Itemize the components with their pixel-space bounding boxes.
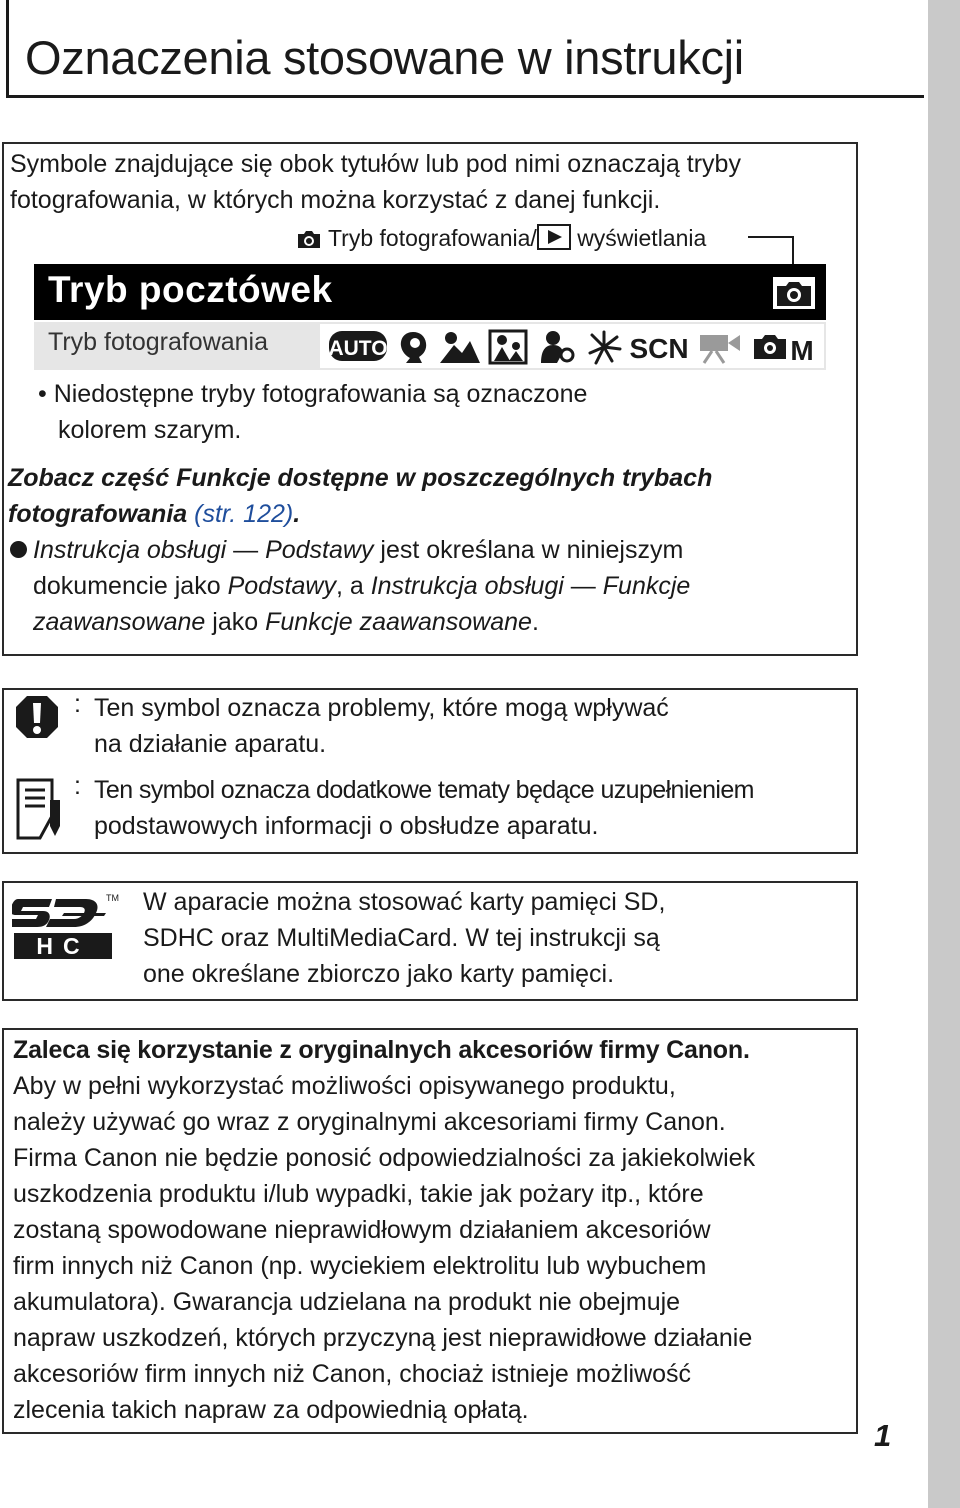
accessories-heading: Zaleca się korzystanie z oryginalnych akcesoriów firmy Canon.: [13, 1036, 750, 1064]
caution-icon: [14, 694, 60, 740]
portrait-icon: [394, 329, 432, 365]
accessories-text: Zaleca się korzystanie z oryginalnych akcesoriów firmy Canon. Aby w pełni wykorzystać możliwości opisywanego produktu, należy używać go wraz z oryginalnymi akcesoriami firmy Canon. Firma Canon nie będzie ponosić odpowiedzialności za jakiekolwiek uszkodzenia produktu i/lub wypadki, takie jak pożary itp., które zostaną spowodowane nieprawidłowym działaniem akcesoriów firm innych niż Canon (np. wyciekiem elektrolitu lub wybuchem akumulatora). Gwarancja udzielana na produkt nie obejmuje napraw uszkodzeń, których przyczyną jest nieprawidłowe działanie akcesoriów firm innych niż Canon, chociaż istnieje możliwość zlecenia takich napraw za odpowiednią opłatą.: [13, 1032, 755, 1428]
auto-icon: [328, 329, 388, 363]
manual-naming-note: Instrukcja obsługi — Podstawy jest określana w niniejszym dokumencie jako Podstawy, a Instrukcja obsługi — Funkcje zaawansowane jako Funkcje zaawansowane.: [10, 532, 690, 640]
page-title: Oznaczenia stosowane w instrukcji: [25, 31, 744, 84]
camera-mode-icon: [772, 276, 816, 315]
caution-description: Ten symbol oznacza problemy, które mogą wpływać na działanie aparatu.: [94, 694, 669, 758]
unavailable-modes-note: • Niedostępne tryby fotografowania są oznaczone kolorem szarym.: [38, 380, 588, 444]
note-icon: [16, 778, 64, 840]
caution-colon: :: [74, 690, 81, 718]
bullet-dot-icon: [10, 541, 27, 558]
note-description: Ten symbol oznacza dodatkowe tematy będące uzupełnieniem podstawowych informacji o obsłudze aparatu.: [94, 776, 754, 840]
scn-icon: [628, 329, 690, 365]
mode-callout: Tryb fotografowania/ wyświetlania: [296, 222, 706, 258]
fireworks-icon: [584, 329, 624, 365]
memory-card-description: W aparacie można stosować karty pamięci SD, SDHC oraz MultiMediaCard. W tej instrukcji są one określane zbiorczo jako karty pamięci.: [143, 888, 666, 988]
mode-header-bar: [34, 264, 826, 320]
indoor-icon: [536, 329, 576, 365]
camera-icon: [296, 226, 322, 258]
mode-row: [34, 322, 826, 370]
page-number: 1: [874, 1418, 892, 1453]
svg-text:SCN: SCN: [629, 333, 689, 364]
landscape-icon: [438, 329, 482, 365]
note-colon: :: [74, 772, 81, 800]
kids-pets-icon: [488, 329, 528, 365]
playback-icon: [537, 224, 571, 258]
mode-icon-strip: [320, 324, 824, 368]
svg-text:AUTO: AUTO: [328, 337, 388, 360]
bullet-dot: •: [38, 380, 54, 408]
page-edge-strip: [928, 0, 960, 1508]
page-reference-link[interactable]: (str. 122): [194, 500, 294, 528]
title-box: [6, 0, 924, 98]
svg-text:M: M: [790, 335, 814, 365]
mode-row-label: Tryb fotografowania: [48, 328, 269, 356]
svg-text:HC: HC: [36, 933, 90, 959]
intro-text: Symbole znajdujące się obok tytułów lub pod nimi oznaczają tryby fotografowania, w których można korzystać z danej funkcji.: [10, 150, 741, 214]
mode-header-title: Tryb pocztówek: [48, 269, 333, 310]
see-also-reference: Zobacz część Funkcje dostępne w poszczególnych trybach fotografowania (str. 122).: [8, 464, 713, 528]
trademark-mark: TM: [106, 893, 119, 903]
movie-icon: [698, 329, 742, 365]
sdhc-logo-icon: [12, 893, 122, 963]
camera-m-icon: [752, 329, 818, 365]
